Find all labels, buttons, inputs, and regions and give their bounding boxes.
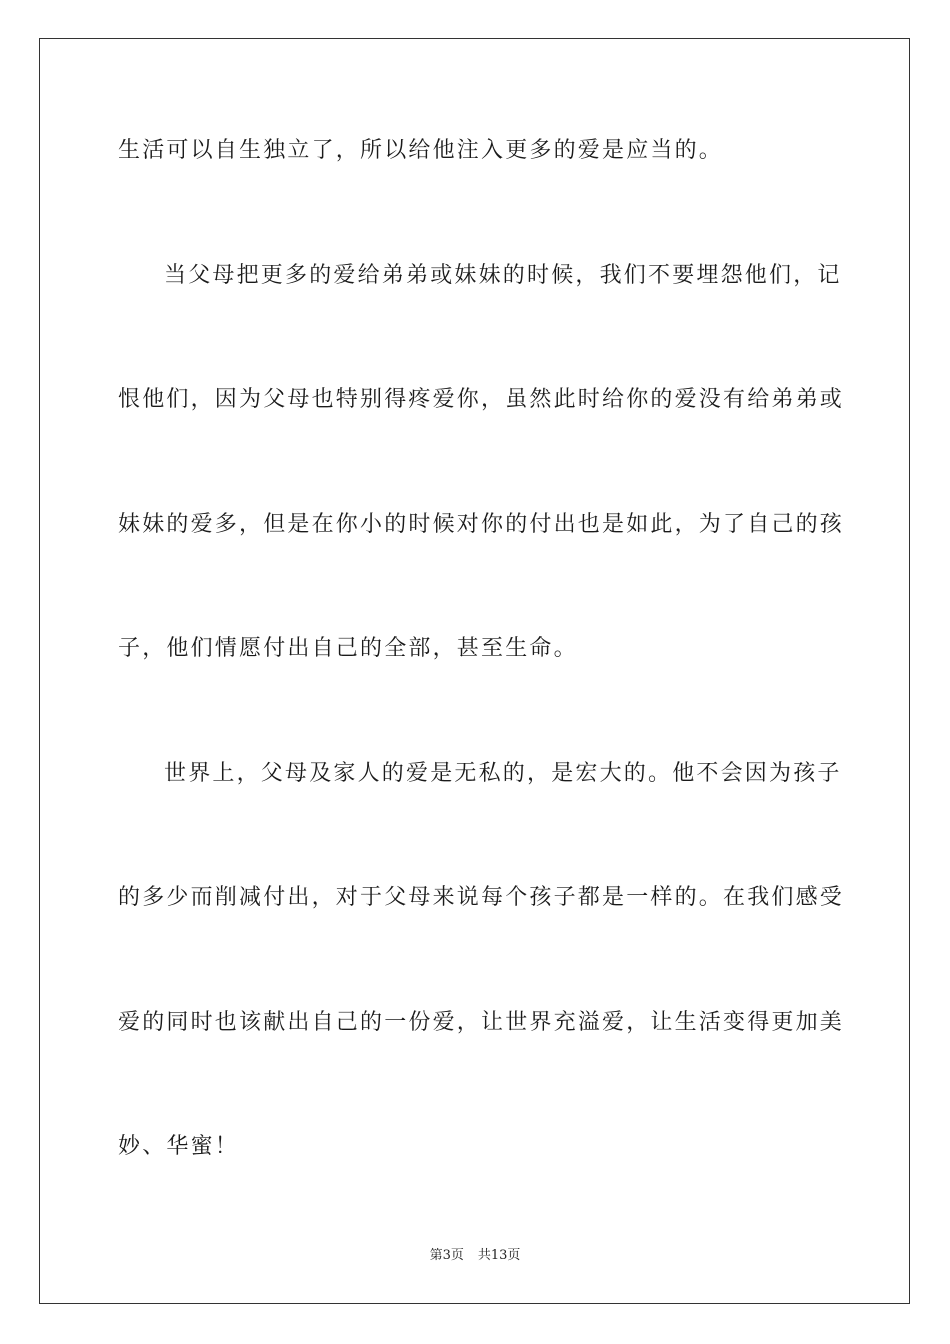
body-line-7: 的多少而削减付出，对于父母来说每个孩子都是一样的。在我们感受 [118,885,845,910]
body-line-8: 爱的同时也该献出自己的一份爱，让世界充溢爱，让生活变得更加美 [118,1010,845,1035]
page-number: 第3页 [429,1248,464,1263]
body-line-9: 妙、华蜜！ [118,1134,240,1159]
body-line-3: 恨他们，因为父母也特别得疼爱你，虽然此时给你的爱没有给弟弟或 [118,387,845,412]
body-line-4: 妹妹的爱多，但是在你小的时候对你的付出也是如此，为了自己的孩 [118,512,845,537]
body-line-6: 世界上，父母及家人的爱是无私的，是宏大的。他不会因为孩子 [164,761,842,786]
body-line-5: 子，他们情愿付出自己的全部，甚至生命。 [118,636,578,661]
page-frame [39,38,910,1304]
page-footer [0,1247,950,1265]
body-line-1: 生活可以自生独立了，所以给他注入更多的爱是应当的。 [118,138,724,163]
body-line-2: 当父母把更多的爱给弟弟或妹妹的时候，我们不要埋怨他们，记 [164,263,842,288]
page-total: 共13页 [477,1248,521,1263]
